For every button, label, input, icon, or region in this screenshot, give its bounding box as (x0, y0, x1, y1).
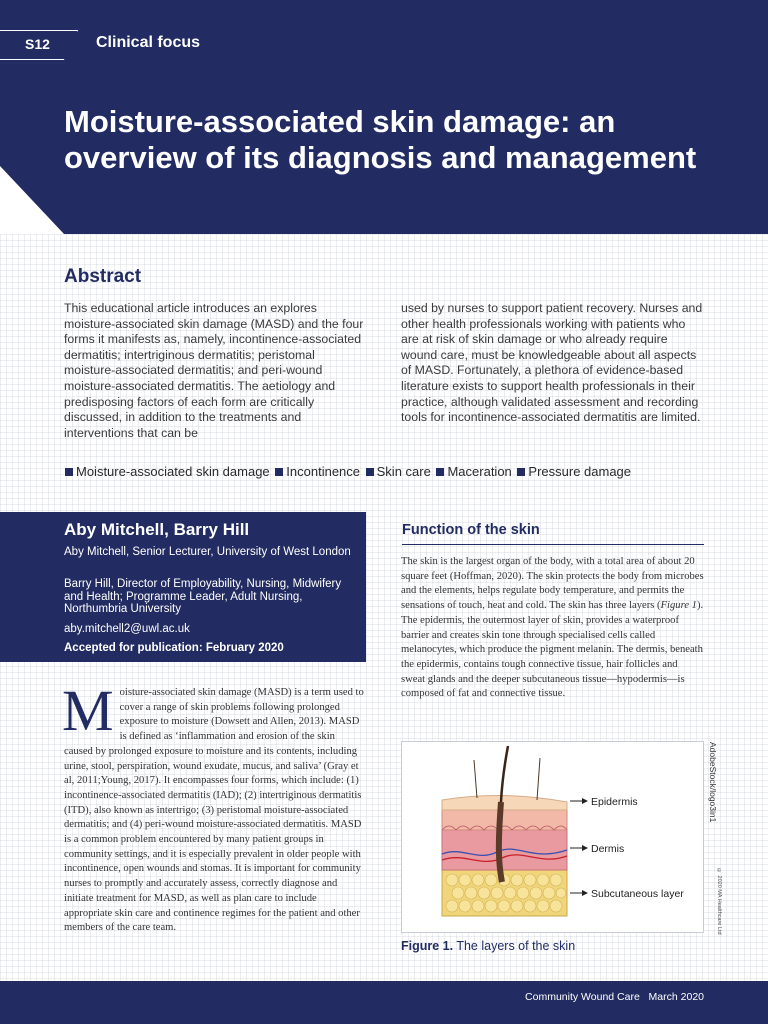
body-text-left (62, 678, 366, 936)
fat-cells (446, 874, 566, 912)
author-box (0, 512, 366, 662)
body-paragraph: The skin is the largest organ of the body, with a total area of about 20 square feet (Hoffman, 2020). The skin protects the body from microbes and the elements, helps regulate body temperature, and permits the sensations of touch, heat and cold. The skin has three layers ( (401, 556, 704, 612)
hair-follicle (499, 802, 502, 882)
keyword-bullet (275, 468, 283, 476)
figure-caption (401, 939, 575, 953)
pointer-arrow (582, 845, 588, 851)
keyword: Maceration (447, 464, 512, 479)
keywords-list (63, 464, 631, 479)
pointer-arrow (582, 798, 588, 804)
label-epidermis: Epidermis (591, 796, 638, 808)
keyword: Incontinence (286, 464, 361, 479)
heading-rule (402, 544, 704, 545)
author-names: Aby Mitchell, Barry Hill (64, 520, 250, 539)
author-email-link[interactable]: aby.mitchell2@uwl.ac.uk (64, 623, 190, 635)
skin-surface (442, 795, 567, 810)
author-affiliation: Aby Mitchell, Senior Lecturer, University of West London (64, 546, 351, 558)
abstract-heading: Abstract (64, 266, 142, 287)
keyword-bullet (517, 468, 525, 476)
label-dermis: Dermis (591, 843, 625, 855)
image-credit: AdobeStock/logo3in1 (708, 742, 718, 823)
footer-bar (0, 981, 768, 1024)
body-paragraph: ). The epidermis, the outermost layer of skin, provides a waterproof barrier and creates skin tone through specialised cells called melanocytes, which produce the pigment melanin. The dermis, beneath the epidermis, contains tough connective tissue, hair follicles and sweat glands and the deeper subcutaneous tissue—hypodermis—is composed of fat and connective tissue. (401, 600, 704, 700)
hair-small (474, 760, 477, 798)
acceptance-date: Accepted for publication: February 2020 (64, 642, 284, 654)
footer-journal-info: Community Wound Care March 2020 (525, 991, 704, 1003)
figure-caption-text: The layers of the skin (456, 939, 576, 953)
figure-caption-label: Figure 1. (401, 939, 454, 953)
label-subcutaneous: Subcutaneous layer (591, 888, 684, 900)
hair-shaft (501, 746, 508, 802)
keyword-bullet (65, 468, 73, 476)
hair-small (537, 758, 540, 800)
section-label: Clinical focus (96, 34, 201, 51)
epidermis-layer-shape (442, 810, 567, 830)
drop-cap: M (62, 678, 114, 743)
keyword: Moisture-associated skin damage (76, 464, 270, 479)
keyword: Skin care (376, 464, 431, 479)
header-corner-cut (0, 166, 64, 234)
body-paragraph: oisture-associated skin damage (MASD) is a term used to cover a range of skin problems following prolonged exposure to moisture (Dowsett and Allen, 2013). MASD is defined as ‘inflammation and erosion of the skin caused by prolonged exposure to moisture and its contents, including urine, stool, perspiration, wound exudate, mucus, and saliva’ (Gray et al, 2011;Young, 2017). It encompasses four forms, which include: (1) incontinence-associated dermatitis (IAD); (2) intertriginous dermatitis (ITD), also known as intertrigo; (3) peristomal moisture-associated dermatitis; and (4) peri-wound moisture-associated dermatitis. MASD is a common problem encountered by many patient groups in community settings, and it is especially prevalent in older people with incontinence, open wounds and stomas. It is important for community nurses to promptly and accurately assess, correctly diagnose and initiate treatment for MASD, as well as plan care to include appropriate skin care and continence regimes for the patient and other members of the care team. (64, 687, 364, 934)
abstract-right-column: used by nurses to support patient recovery. Nurses and other health professionals working with patients who are at risk of skin damage or who already require wound care, must be knowledgeable about all aspects of MASD. Fortunately, a plethora of evidence-based literature exists to support health professionals in their practice, although validated assessment and recording tools for incontinence-associated dermatitis are limited. (401, 301, 703, 425)
figure-reference[interactable]: Figure 1 (660, 600, 697, 612)
body-text-right (401, 555, 704, 702)
keyword-bullet (436, 468, 444, 476)
page-number: S12 (25, 36, 50, 52)
copyright-notice: © 2020 MA Healthcare Ltd (716, 868, 722, 935)
abstract-left-column: This educational article introduces an explores moisture-associated skin damage (MASD) and the four forms it manifests as, namely, incontinence-associated dermatitis; intertriginous dermatitis; peristomal moisture-associated dermatitis; and peri-wound moisture-associated dermatitis. The aetiology and predisposing factors of each form are critically discussed, in addition to the treatments and interventions that can be (64, 301, 364, 440)
keyword-bullet (366, 468, 374, 476)
keyword: Pressure damage (528, 464, 632, 479)
skin-layers-figure (401, 741, 704, 933)
section-heading: Function of the skin (402, 522, 540, 538)
skin-layers-illustration (402, 742, 703, 932)
article-title: Moisture-associated skin damage: an overview of its diagnosis and management (64, 104, 697, 175)
author-affiliation: Barry Hill, Director of Employability, Nursing, Midwifery and Health; Programme Leader, Adult Nursing, Northumbria University (64, 578, 342, 615)
pointer-arrow (582, 890, 588, 896)
